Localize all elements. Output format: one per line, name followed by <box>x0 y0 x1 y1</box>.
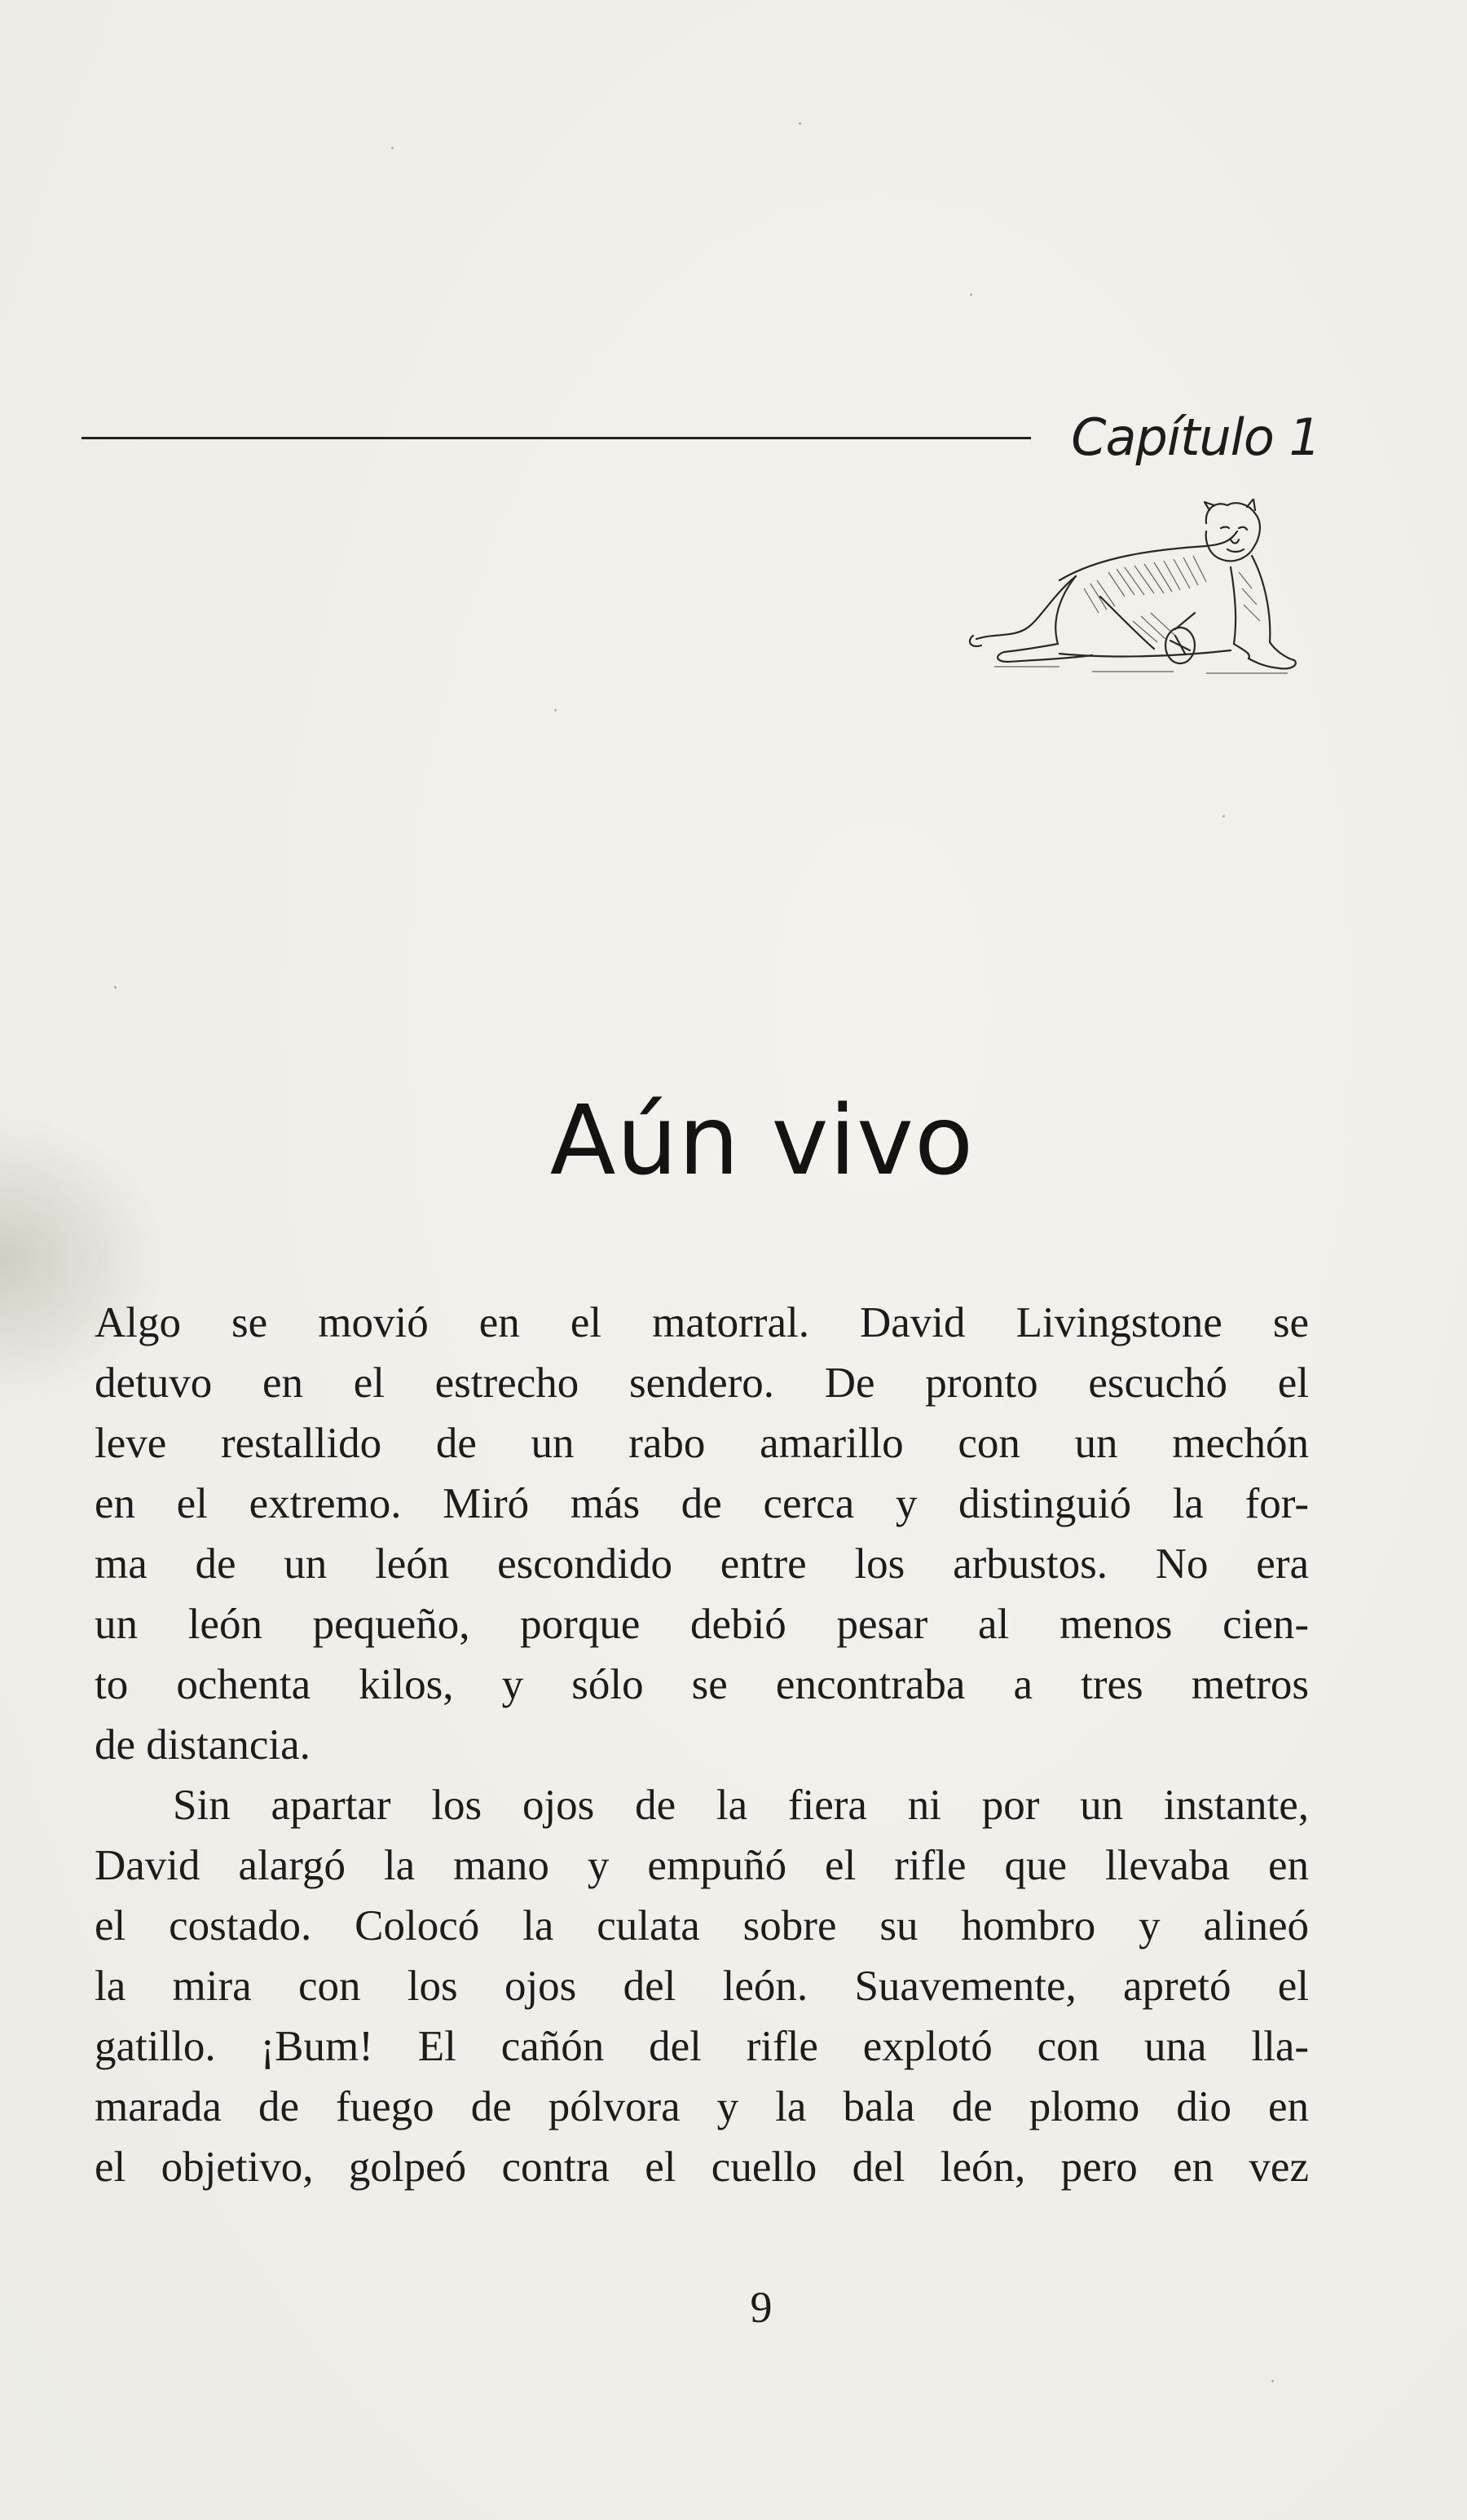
lioness-sketch-icon <box>962 499 1304 686</box>
paper-speck <box>1271 2380 1274 2382</box>
text-line: to ochenta kilos, y sólo se encontraba a tres metros <box>95 1661 1309 1708</box>
paper-speck <box>970 293 972 296</box>
text-line: el objetivo, golpeó contra el cuello del león, pero en vez <box>95 2143 1309 2191</box>
paper-speck <box>391 147 394 149</box>
chapter-body <box>95 1293 1309 2197</box>
page-number: 9 <box>750 2283 773 2332</box>
text-line: marada de fuego de pólvora y la bala de plomo dio en <box>95 2083 1309 2130</box>
text-line: David alargó la mano y empuñó el rifle que llevaba en <box>95 1842 1309 1889</box>
text-line: ma de un león escondido entre los arbustos. No era <box>95 1540 1309 1588</box>
text-line: en el extremo. Miró más de cerca y distinguió la for- <box>95 1480 1309 1527</box>
header-rule <box>82 437 1031 439</box>
paper-speck <box>799 122 801 125</box>
text-line: un león pequeño, porque debió pesar al menos cien- <box>95 1601 1309 1648</box>
text-line: Algo se movió en el matorral. David Livingstone se <box>95 1299 1309 1346</box>
paragraph-2 <box>95 1775 1309 2197</box>
text-line: el costado. Colocó la culata sobre su hombro y alineó <box>95 1902 1309 1949</box>
text-line: de distancia. <box>95 1721 311 1769</box>
text-line: la mira con los ojos del león. Suavemente, apretó el <box>95 1963 1309 2010</box>
paper-speck <box>554 709 557 712</box>
chapter-title: Aún vivo <box>549 1084 975 1196</box>
chapter-label: Capítulo 1 <box>1071 408 1320 467</box>
text-line: leve restallido de un rabo amarillo con un mechón <box>95 1420 1309 1467</box>
text-line: Sin apartar los ojos de la fiera ni por un instante, <box>173 1782 1309 1829</box>
paper-speck <box>1222 815 1225 817</box>
chapter-header <box>82 408 1320 473</box>
paragraph-1 <box>95 1293 1309 1775</box>
paper-speck <box>114 986 117 989</box>
text-line: gatillo. ¡Bum! El cañón del rifle explotó con una lla- <box>95 2023 1309 2070</box>
text-line: detuvo en el estrecho sendero. De pronto escuchó el <box>95 1359 1309 1407</box>
